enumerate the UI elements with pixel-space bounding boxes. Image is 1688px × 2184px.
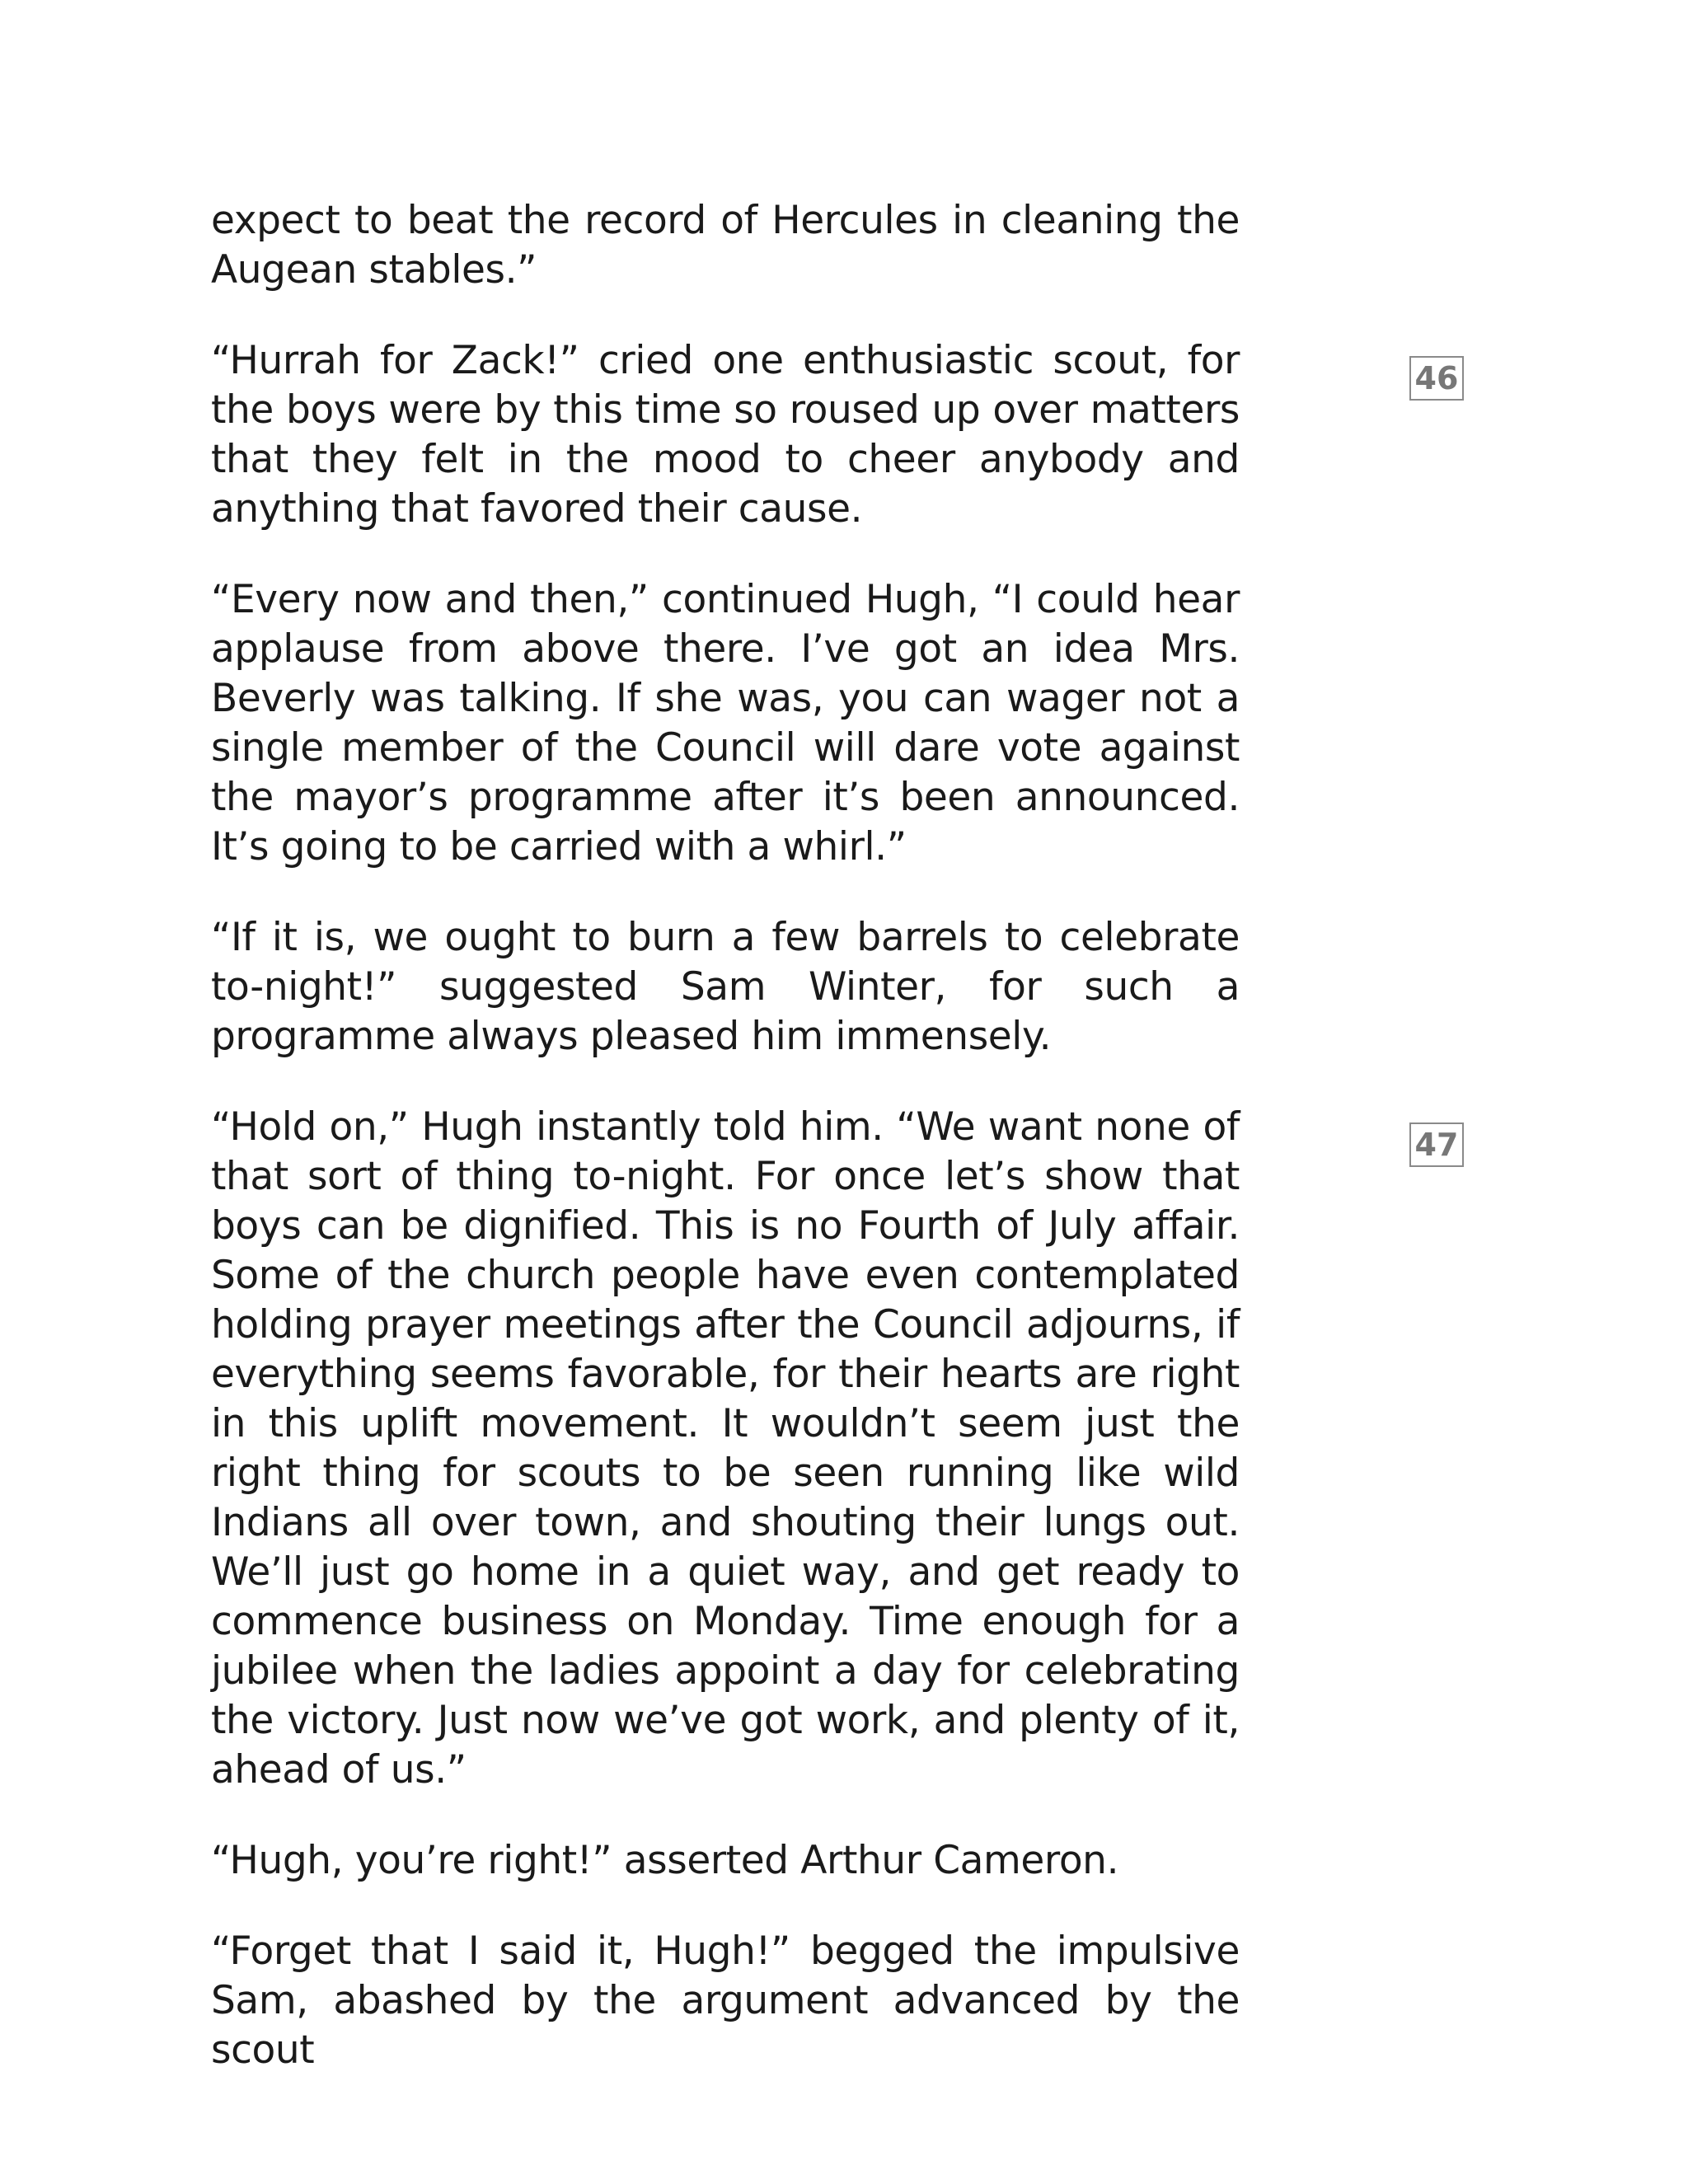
paragraph: “Forget that I said it, Hugh!” begged the impulsive Sam, abashed by the argument advanced by the scout	[211, 1929, 1240, 2073]
paragraph: “Hurrah for Zack!” cried one enthusiastic scout, for the boys were by this time so roused up over matters that they felt in the mood to cheer anybody and anything that favored their cause.	[211, 338, 1240, 532]
page-number-marker: 46	[1409, 356, 1464, 401]
paragraph: “Hold on,” Hugh instantly told him. “We want none of that sort of thing to-night. For once let’s show that boys can be dignified. This is no Fourth of July affair. Some of the church people have even contemplated holding prayer meetings after the Council adjourns, if everything seems favorable, for their hearts are right in this uplift movement. It wouldn’t seem just the right thing for scouts to be seen running like wild Indians all over town, and shouting their lungs out. We’ll just go home in a quiet way, and get ready to commence business on Monday. Time enough for a jubilee when the ladies appoint a day for celebrating the victory. Just now we’ve got work, and plenty of it, ahead of us.”	[211, 1104, 1240, 1793]
body-text	[211, 196, 1240, 2116]
page-number-marker: 47	[1409, 1122, 1464, 1167]
paragraph: expect to beat the record of Hercules in cleaning the Augean stables.”	[211, 198, 1240, 293]
paragraph: “If it is, we ought to burn a few barrels to celebrate to-night!” suggested Sam Winter, for such a programme always pleased him immensely.	[211, 915, 1240, 1059]
paragraph: “Every now and then,” continued Hugh, “I could hear applause from above there. I’ve got an idea Mrs. Beverly was talking. If she was, you can wager not a single member of the Council will dare vote against the mayor’s programme after it’s been announced. It’s going to be carried with a whirl.”	[211, 577, 1240, 869]
paragraph: “Hugh, you’re right!” asserted Arthur Cameron.	[211, 1838, 1119, 1883]
